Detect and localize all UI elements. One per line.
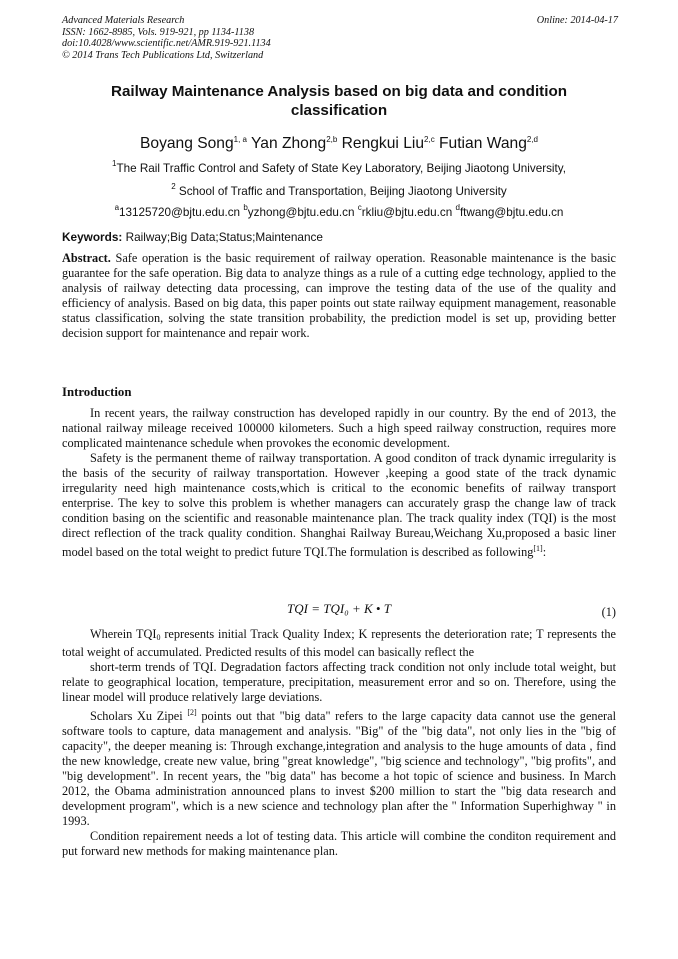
journal-name: Advanced Materials Research <box>62 15 185 26</box>
affiliation-2 <box>62 180 616 199</box>
author-mark: 2,d <box>526 135 538 144</box>
section-heading-introduction: Introduction <box>62 385 132 399</box>
author-emails <box>62 201 616 220</box>
author-mark: 2,c <box>424 135 435 144</box>
paper-title <box>62 82 616 120</box>
journal-header <box>62 15 618 61</box>
intro-text-block <box>62 406 616 560</box>
keywords <box>62 230 616 244</box>
citation: [2] <box>187 708 197 717</box>
title-line-1: Railway Maintenance Analysis based on big data and condition <box>111 83 567 100</box>
intro-text-block-2 <box>62 627 616 859</box>
paragraph-text: Safety is the permanent theme of railway transportation. A good conditon of track dynamic irregularity is the basis of the security of railway transportation. However ,keeping a good state of the track dynamic irregularity need high maintenance costs,which is critical to the economic benefits of railway transport enterprise. The key to solve this problem is whether managers can accurately grasp the change law of track condition basing on the scientific and reasonable maintenance plan. The track quality index (TQI) is the most direct reflection of the track quality condition. Shanghai Railway Bureau,Weichang Xu,proposed a basic liner model based on the total weight to predict future TQI.The formulation is described as following <box>62 451 616 559</box>
abstract-label: Abstract. <box>62 251 111 265</box>
abstract <box>62 251 616 342</box>
aff-text: School of Traffic and Transportation, Beijing Jiaotong University <box>175 185 507 198</box>
subscript: 0 <box>156 633 161 642</box>
equation-number: (1) <box>601 605 616 619</box>
aff-mark: 1 <box>112 159 117 168</box>
email-address: ftwang@bjtu.edu.cn <box>459 206 564 219</box>
author-mark: 1, a <box>233 135 247 144</box>
keywords-label: Keywords: <box>62 230 123 244</box>
citation: [1] <box>533 544 543 553</box>
email-mark: c <box>357 203 362 212</box>
paragraph <box>62 705 616 829</box>
equation-formula: TQI = TQI₀ + K • T <box>287 601 391 616</box>
equation-1 <box>62 601 616 619</box>
paragraph: Condition repairement needs a lot of testing data. This article will combine the conditon requirement and put forward new methods for making maintenance plan. <box>62 829 616 858</box>
keywords-text: Railway;Big Data;Status;Maintenance <box>122 230 323 244</box>
paragraph <box>62 627 616 660</box>
paragraph: short-term trends of TQI. Degradation factors affecting track condition not only include total weight, but relate to geographical location, temperature, precipitation, measurement error and so on. Therefore, using the linear model will produce relatively large deviations. <box>62 660 616 704</box>
author-name: Rengkui Liu <box>341 135 425 152</box>
author-name: Boyang Song <box>140 135 234 152</box>
aff-text: The Rail Traffic Control and Safety of State Key Laboratory, Beijing Jiaotong University, <box>116 162 566 175</box>
paragraph-text: : <box>542 545 547 559</box>
email-mark: a <box>114 203 120 212</box>
paragraph: In recent years, the railway construction has developed rapidly in our country. By the end of 2013, the national railway mileage received 100000 kilometers. Such a high speed railway construction, requires more complicated maintenance schedule when provokes the economic development. <box>62 406 616 450</box>
paragraph-text: Wherein TQI <box>90 627 157 641</box>
paragraph-text: represents initial Track Quality Index; K represents the deterioration rate; T represents the total weight of accumulated. Predicted results of this model can basically reflect the <box>62 627 616 659</box>
issn-line: ISSN: 1662-8985, Vols. 919-921, pp 1134-1138 <box>62 26 255 38</box>
email-address: rkliu@bjtu.edu.cn <box>361 206 453 219</box>
doi-line: doi:10.4028/www.scientific.net/AMR.919-921.1134 <box>62 38 271 50</box>
author-name: Futian Wang <box>439 135 527 152</box>
author-name: Yan Zhong <box>251 135 327 152</box>
email-address: 13125720@bjtu.edu.cn <box>119 206 241 219</box>
online-date: Online: 2014-04-17 <box>536 15 618 26</box>
copyright-line: © 2014 Trans Tech Publications Ltd, Switzerland <box>62 49 264 61</box>
author-list <box>62 130 616 154</box>
paragraph-text: points out that "big data" refers to the large capacity data cannot use the general software tools to capture, data management and analysis. "Big" of the "big data", not only lies in the "big of capacity", the deeper meaning is: Through exchange,integration and analysis to the huge amounts of data , find the new knowledge, create new value, bring "great knowledge", "big science and technology", "big profits", and "big development". In recent years, the "big data" has become a hot topic of science and business. In March 2012, the Obama administration announced plans to invest $200 million to start the "big data research and development program", which is a new science and technology plan after the " Information Superhighway " in 1993. <box>62 709 616 828</box>
affiliation-1 <box>62 157 616 176</box>
paragraph <box>62 451 616 560</box>
aff-mark: 2 <box>171 182 176 191</box>
email-mark: d <box>455 203 460 212</box>
title-line-2: classification <box>290 102 388 119</box>
paragraph-text: Scholars Xu Zipei <box>90 709 188 723</box>
author-mark: 2,b <box>326 135 338 144</box>
abstract-text: Safe operation is the basic requirement of railway operation. Reasonable maintenance is the basic guarantee for the safe operation. Big data to analyze things as a rule of a cutting edge technology, applied to the analysis of railway detecting data processing, can improve the testing data of the use of the quality and efficiency of analysis. Based on big data, this paper points out state railway equipment management, reasonable status classification, solving the state transition probability, the prediction model is set up, providing better decision support for maintenance and repair work. <box>62 251 616 341</box>
email-address: yzhong@bjtu.edu.cn <box>247 206 355 219</box>
email-mark: b <box>243 203 248 212</box>
